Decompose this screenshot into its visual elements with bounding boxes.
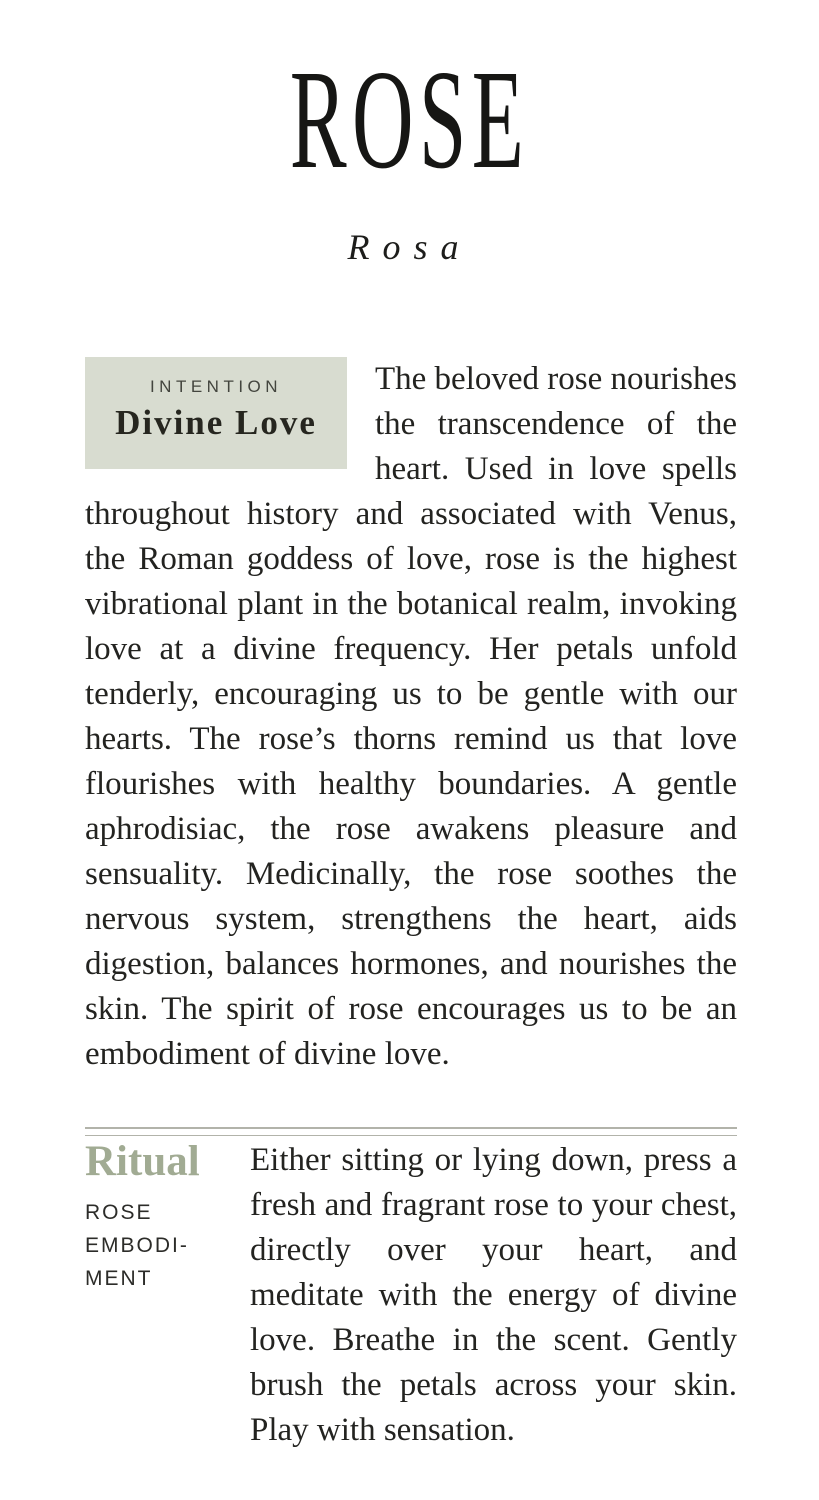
ritual-section: [85, 1138, 737, 1453]
description-text: The beloved rose nourishes the transcendence of the heart. Used in love spells throughout history and associated with Venus, the Roman goddess of love, rose is the highest vibrational plant in the botanical realm, invoking love at a divine frequency. Her petals unfold tenderly, encouraging us to be gentle with our hearts. The rose’s thorns remind us that love flourishes with healthy boundaries. A gentle aphrodisiac, the rose awakens pleasure and sensuality. Medicinally, the rose soothes the nervous system, strengthens the heart, aids digestion, balances hormones, and nourishes the skin. The spirit of rose encourages us to be an embodiment of divine love.: [85, 361, 737, 1072]
intention-value: Divine Love: [115, 403, 317, 442]
ritual-label-column: [85, 1138, 250, 1295]
intention-box: [85, 357, 347, 469]
page-title: [0, 0, 819, 228]
ritual-name-line: ROSE: [85, 1201, 153, 1224]
latin-name: Rosa: [347, 227, 472, 267]
description-section: [85, 357, 737, 1077]
section-divider: [85, 1127, 737, 1136]
ritual-name-line: EMBODI-: [85, 1234, 189, 1257]
plant-name: ROSE: [289, 40, 530, 198]
ritual-heading: Ritual: [85, 1138, 200, 1185]
ritual-name-line: MENT: [85, 1267, 153, 1290]
description-paragraph: [85, 357, 737, 1077]
intention-label: INTENTION: [149, 377, 283, 396]
ritual-name: [85, 1196, 250, 1295]
ritual-text: Either sitting or lying down, press a fresh and fragrant rose to your chest, directly over your heart, and meditate with the energy of divine love. Breathe in the scent. Gently brush the petals across your skin. Play with sensation.: [250, 1142, 737, 1448]
